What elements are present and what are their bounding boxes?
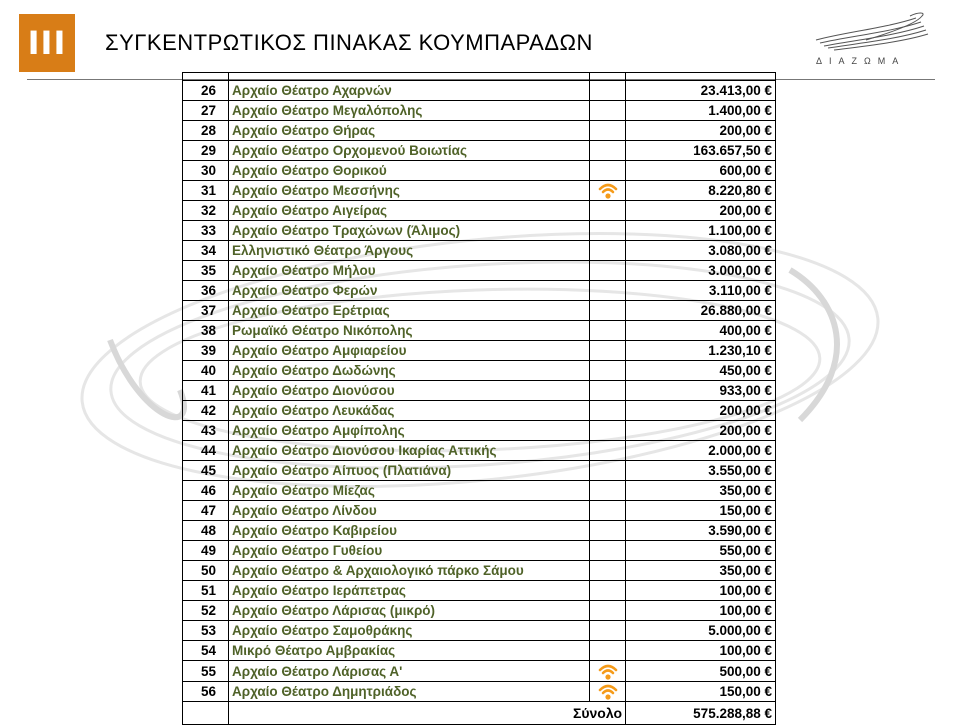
table-row xyxy=(183,681,776,701)
amount: 933,00 € xyxy=(626,381,776,401)
icon-cell xyxy=(590,481,626,501)
row-number: 28 xyxy=(183,121,229,141)
row-number: 42 xyxy=(183,401,229,421)
table-row xyxy=(183,141,776,161)
amount: 400,00 € xyxy=(626,321,776,341)
table-row xyxy=(183,381,776,401)
icon-cell xyxy=(590,361,626,381)
icon-cell xyxy=(590,401,626,421)
row-number: 45 xyxy=(183,461,229,481)
table-row xyxy=(183,621,776,641)
theatre-name: Αρχαίο Θέατρο Αμφίπολης xyxy=(229,421,590,441)
amount: 26.880,00 € xyxy=(626,301,776,321)
amount: 1.100,00 € xyxy=(626,221,776,241)
row-number: 34 xyxy=(183,241,229,261)
table-row xyxy=(183,281,776,301)
row-number: 38 xyxy=(183,321,229,341)
total-amount: 575.288,88 € xyxy=(626,702,776,725)
row-number: 56 xyxy=(183,681,229,701)
table-row xyxy=(183,101,776,121)
theatre-name: Αρχαίο Θέατρο Διονύσου Ικαρίας Αττικής xyxy=(229,441,590,461)
amount: 1.400,00 € xyxy=(626,101,776,121)
amount: 3.550,00 € xyxy=(626,461,776,481)
amount: 350,00 € xyxy=(626,481,776,501)
table-row xyxy=(183,241,776,261)
theatre-name: Αρχαίο Θέατρο Μεγαλόπολης xyxy=(229,101,590,121)
table-row xyxy=(183,561,776,581)
theatre-name: Αρχαίο Θέατρο Θήρας xyxy=(229,121,590,141)
row-number: 54 xyxy=(183,641,229,661)
table-row xyxy=(183,121,776,141)
theatre-name: Αρχαίο Θέατρο Λάρισας Α' xyxy=(229,661,590,681)
theatre-name: Αρχαίο Θέατρο Μίεζας xyxy=(229,481,590,501)
table-row xyxy=(183,201,776,221)
amount: 5.000,00 € xyxy=(626,621,776,641)
icon-cell xyxy=(590,201,626,221)
amount: 23.413,00 € xyxy=(626,81,776,101)
theatre-name: Αρχαίο Θέατρο Σαμοθράκης xyxy=(229,621,590,641)
row-number: 48 xyxy=(183,521,229,541)
amount: 100,00 € xyxy=(626,601,776,621)
table-row xyxy=(183,341,776,361)
signal-icon xyxy=(598,683,618,701)
icon-cell xyxy=(590,141,626,161)
theatre-name: Αρχαίο Θέατρο Μεσσήνης xyxy=(229,181,590,201)
row-number: 52 xyxy=(183,601,229,621)
icon-cell xyxy=(590,221,626,241)
amount: 150,00 € xyxy=(626,681,776,701)
row-number: 32 xyxy=(183,201,229,221)
signal-icon xyxy=(598,663,618,681)
amount: 200,00 € xyxy=(626,421,776,441)
summary-table xyxy=(182,72,776,725)
icon-cell xyxy=(590,561,626,581)
summary-table-container xyxy=(182,72,776,725)
theatre-name: Αρχαίο Θέατρο Δημητριάδος xyxy=(229,681,590,701)
row-number: 41 xyxy=(183,381,229,401)
icon-cell xyxy=(590,641,626,661)
row-number: 31 xyxy=(183,181,229,201)
theatre-name: Ελληνιστικό Θέατρο Άργους xyxy=(229,241,590,261)
icon-cell xyxy=(590,621,626,641)
theatre-name: Αρχαίο Θέατρο Ιεράπετρας xyxy=(229,581,590,601)
row-number: 51 xyxy=(183,581,229,601)
total-label: Σύνολο xyxy=(229,702,626,725)
amount: 200,00 € xyxy=(626,201,776,221)
row-number: 49 xyxy=(183,541,229,561)
icon-cell xyxy=(590,541,626,561)
theatre-name: Αρχαίο Θέατρο Αιγείρας xyxy=(229,201,590,221)
icon-cell xyxy=(590,81,626,101)
amount: 350,00 € xyxy=(626,561,776,581)
theatre-name: Αρχαίο Θέατρο Τραχώνων (Άλιμος) xyxy=(229,221,590,241)
icon-cell xyxy=(590,581,626,601)
section-badge xyxy=(19,14,75,72)
row-number: 40 xyxy=(183,361,229,381)
theatre-name: Αρχαίο Θέατρο Λάρισας (μικρό) xyxy=(229,601,590,621)
theatre-name: Ρωμαϊκό Θέατρο Νικόπολης xyxy=(229,321,590,341)
table-row xyxy=(183,661,776,681)
amount: 163.657,50 € xyxy=(626,141,776,161)
theatre-name: Αρχαίο Θέατρο Αμφιαρείου xyxy=(229,341,590,361)
table-row xyxy=(183,301,776,321)
row-number: 47 xyxy=(183,501,229,521)
row-number: 50 xyxy=(183,561,229,581)
amount: 2.000,00 € xyxy=(626,441,776,461)
icon-cell xyxy=(590,381,626,401)
icon-cell xyxy=(590,281,626,301)
theatre-name: Αρχαίο Θέατρο Καβιρείου xyxy=(229,521,590,541)
table-row xyxy=(183,521,776,541)
table-row xyxy=(183,501,776,521)
table-row xyxy=(183,401,776,421)
row-number: 35 xyxy=(183,261,229,281)
section-badge-text: III xyxy=(27,24,67,62)
icon-cell xyxy=(590,421,626,441)
row-number: 30 xyxy=(183,161,229,181)
amount: 500,00 € xyxy=(626,661,776,681)
amount: 3.110,00 € xyxy=(626,281,776,301)
icon-cell xyxy=(590,341,626,361)
amount: 1.230,10 € xyxy=(626,341,776,361)
icon-cell xyxy=(590,261,626,281)
theatre-name: Αρχαίο Θέατρο Θορικού xyxy=(229,161,590,181)
theatre-name: Αρχαίο Θέατρο Ορχομενού Βοιωτίας xyxy=(229,141,590,161)
table-row xyxy=(183,601,776,621)
icon-cell xyxy=(590,181,626,201)
icon-cell xyxy=(590,521,626,541)
theatre-name: Αρχαίο Θέατρο Αίπυος (Πλατιάνα) xyxy=(229,461,590,481)
icon-cell xyxy=(590,321,626,341)
theatre-name: Αρχαίο Θέατρο Διονύσου xyxy=(229,381,590,401)
amount: 150,00 € xyxy=(626,501,776,521)
table-row xyxy=(183,81,776,101)
icon-cell xyxy=(590,461,626,481)
amount: 3.590,00 € xyxy=(626,521,776,541)
amount: 100,00 € xyxy=(626,581,776,601)
table-row-partial xyxy=(183,73,776,81)
table-row xyxy=(183,221,776,241)
row-number: 46 xyxy=(183,481,229,501)
icon-cell xyxy=(590,101,626,121)
table-row xyxy=(183,361,776,381)
theatre-name: Αρχαίο Θέατρο Δωδώνης xyxy=(229,361,590,381)
amount: 3.080,00 € xyxy=(626,241,776,261)
table-row xyxy=(183,161,776,181)
theatre-name: Αρχαίο Θέατρο Γυθείου xyxy=(229,541,590,561)
amount: 3.000,00 € xyxy=(626,261,776,281)
amount: 450,00 € xyxy=(626,361,776,381)
icon-cell xyxy=(590,121,626,141)
table-row xyxy=(183,441,776,461)
theatre-name: Αρχαίο Θέατρο Λίνδου xyxy=(229,501,590,521)
icon-cell xyxy=(590,441,626,461)
row-number: 33 xyxy=(183,221,229,241)
logo-text: ΔΙΑΖΩΜΑ xyxy=(816,56,906,66)
row-number: 44 xyxy=(183,441,229,461)
table-row xyxy=(183,641,776,661)
theatre-name: Αρχαίο Θέατρο Φερών xyxy=(229,281,590,301)
row-number: 27 xyxy=(183,101,229,121)
theatre-name: Αρχαίο Θέατρο Μήλου xyxy=(229,261,590,281)
amount: 8.220,80 € xyxy=(626,181,776,201)
amount: 100,00 € xyxy=(626,641,776,661)
row-number: 53 xyxy=(183,621,229,641)
row-number: 37 xyxy=(183,301,229,321)
row-number: 43 xyxy=(183,421,229,441)
icon-cell xyxy=(590,161,626,181)
signal-icon xyxy=(598,182,618,200)
amount: 600,00 € xyxy=(626,161,776,181)
amount: 550,00 € xyxy=(626,541,776,561)
icon-cell xyxy=(590,241,626,261)
theatre-name: Αρχαίο Θέατρο Λευκάδας xyxy=(229,401,590,421)
theatre-name: Αρχαίο Θέατρο Ερέτριας xyxy=(229,301,590,321)
row-number: 36 xyxy=(183,281,229,301)
row-number: 39 xyxy=(183,341,229,361)
table-row xyxy=(183,461,776,481)
total-row xyxy=(183,702,776,725)
row-number: 26 xyxy=(183,81,229,101)
table-row xyxy=(183,261,776,281)
amount: 200,00 € xyxy=(626,121,776,141)
theatre-name: Μικρό Θέατρο Αμβρακίας xyxy=(229,641,590,661)
row-number: 55 xyxy=(183,661,229,681)
table-row xyxy=(183,181,776,201)
theatre-name: Αρχαίο Θέατρο & Αρχαιολογικό πάρκο Σάμου xyxy=(229,561,590,581)
table-row xyxy=(183,581,776,601)
icon-cell xyxy=(590,661,626,681)
table-row xyxy=(183,481,776,501)
table-row xyxy=(183,421,776,441)
icon-cell xyxy=(590,301,626,321)
table-row xyxy=(183,321,776,341)
theatre-name: Αρχαίο Θέατρο Αχαρνών xyxy=(229,81,590,101)
amount: 200,00 € xyxy=(626,401,776,421)
icon-cell xyxy=(590,681,626,701)
icon-cell xyxy=(590,601,626,621)
row-number: 29 xyxy=(183,141,229,161)
icon-cell xyxy=(590,501,626,521)
page-title: ΣΥΓΚΕΝΤΡΩΤΙΚΟΣ ΠΙΝΑΚΑΣ ΚΟΥΜΠΑΡΑΔΩΝ xyxy=(105,30,593,55)
table-row xyxy=(183,541,776,561)
